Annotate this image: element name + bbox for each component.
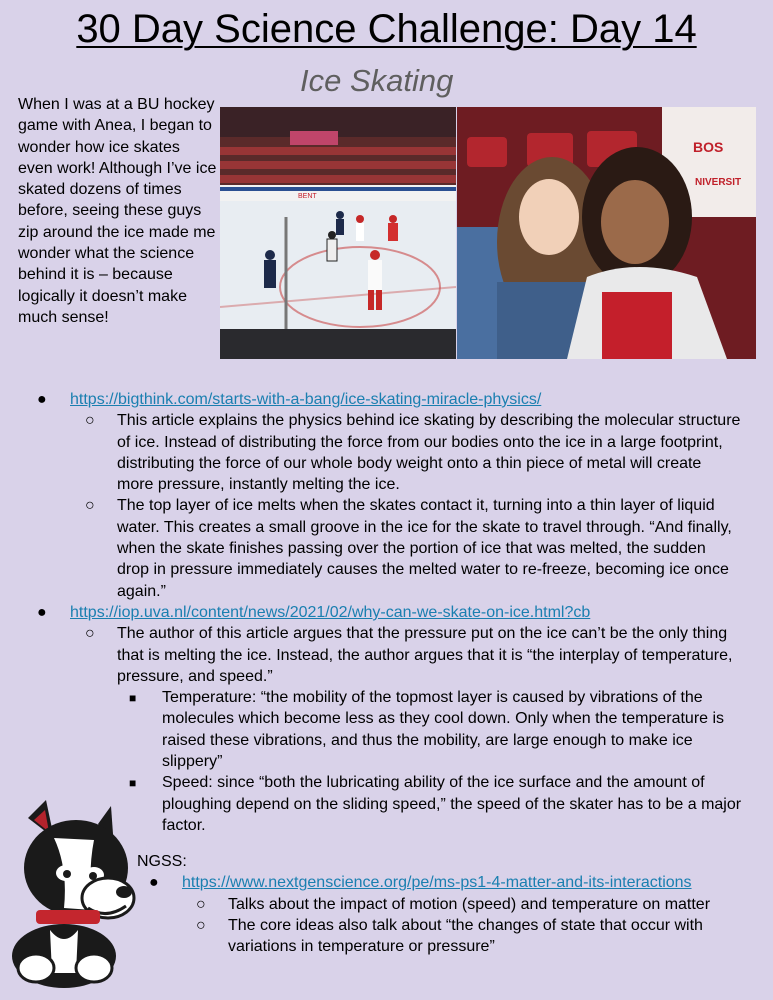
sources-list	[0, 389, 773, 836]
sweatshirt-text-2: NIVERSIT	[695, 177, 742, 188]
bullet-circle: ○	[85, 625, 95, 643]
source-subpoint-text: Speed: since “both the lubricating ability of the ice surface and the amount of ploughing depend on the sliding speed,” the speed of the skater has to be a major factor.	[162, 774, 742, 834]
terrier-mascot-image	[6, 798, 136, 988]
bullet-disc: ●	[37, 603, 47, 621]
bullet-disc: ●	[37, 391, 47, 408]
source-point	[0, 495, 773, 601]
rink-board-text: BENT	[298, 193, 317, 200]
ngss-point-text: The core ideas also talk about “the changes of state that occur with variations in temperature or pressure”	[228, 916, 703, 956]
bullet-disc: ●	[149, 874, 159, 892]
bullet-circle: ○	[85, 412, 95, 430]
page-subtitle: Ice Skating	[300, 63, 454, 98]
source-point-text: This article explains the physics behind ice skating by describing the molecular structure of ice. Instead of distributing the force from our bodies onto the ice in a large footprint, distributing the force of our whole body weight onto a thin piece of metal will create more pressure, instantly melting the ice.	[117, 412, 741, 494]
ngss-item	[137, 872, 773, 893]
ngss-point	[137, 915, 773, 958]
source-link-bigthink[interactable]: https://bigthink.com/starts-with-a-bang/ice-skating-miracle-physics/	[70, 391, 542, 408]
bullet-square: ■	[129, 776, 137, 791]
source-point	[0, 410, 773, 495]
hockey-game-photo	[220, 107, 456, 359]
bullet-circle: ○	[196, 916, 206, 934]
ngss-label: NGSS:	[137, 853, 187, 870]
bullet-square: ■	[129, 691, 137, 706]
ngss-section	[137, 851, 773, 957]
intro-paragraph: When I was at a BU hockey game with Anea, I began to wonder how ice skates even work! Although I’ve ice skated dozens of times before, seeing these guys zip around the ice made me wonder what the science behind it is – because logically it doesn’t make much sense!	[18, 96, 217, 326]
source-point-text: The top layer of ice melts when the skates contact it, turning into a thin layer of liquid water. This creates a small groove in the ice for the skate to travel through. “And finally, when the skate finishes passing over the portion of ice that was melted, the sudden drop in pressure immediately causes the melted water to re-freeze, becoming ice once again.”	[117, 497, 732, 600]
source-subpoint	[0, 687, 773, 772]
page-title: 30 Day Science Challenge: Day 14	[76, 7, 697, 51]
source-link-uva[interactable]: https://iop.uva.nl/content/news/2021/02/why-can-we-skate-on-ice.html?cb	[70, 603, 591, 621]
bullet-circle: ○	[196, 895, 206, 913]
source-item	[0, 602, 773, 623]
source-item	[0, 389, 773, 410]
source-subpoint-text: Temperature: “the mobility of the topmost layer is caused by vibrations of the molecules which become less as they cool down. Only when the temperature is raised these vibrations, and thus the mobility, are large enough to make ice slippery”	[162, 689, 725, 771]
selfie-photo	[457, 107, 756, 359]
sweatshirt-text-1: BOS	[693, 139, 724, 155]
source-point-text: The author of this article argues that the pressure put on the ice can’t be the only thing that is melting the ice. Instead, the author argues that it is “the interplay of temperature, pressure, and speed.”	[117, 625, 733, 685]
bullet-circle: ○	[85, 497, 95, 515]
ngss-point	[137, 894, 773, 915]
ngss-point-text: Talks about the impact of motion (speed) and temperature on matter	[228, 895, 711, 913]
source-point	[0, 623, 773, 687]
ngss-link[interactable]: https://www.nextgenscience.org/pe/ms-ps1-4-matter-and-its-interactions	[182, 874, 692, 892]
